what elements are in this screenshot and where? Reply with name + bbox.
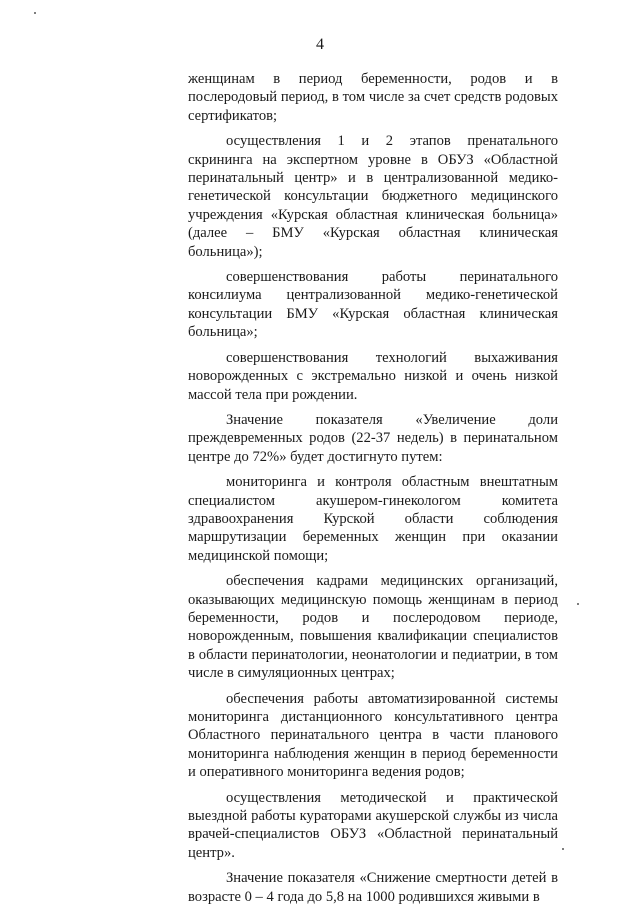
paragraph-prenatal-screening: осуществления 1 и 2 этапов пренатального скрининга на экспертном уровне в ОБУЗ «Областной перинатальный центр» и в централизованной медико-генетической консультации бюджетного медицинского учреждения «Курская областная клиническая больница» (далее – БМУ «Курская областная клиническая больница»); [188,133,558,260]
paragraph-perinatal-council: совершенствования работы перинатального консилиума централизованной медико-генетической консультации БМУ «Курская областная клиническая больница»; [188,269,558,341]
paragraph-continuation: женщинам в период беременности, родов и в послеродовый период, в том числе за счет средств родовых сертификатов; [188,71,558,124]
paragraph-monitoring-routing: мониторинга и контроля областным внештатным специалистом акушером-гинекологом комитета здравоохранения Курской области соблюдения маршрутизации беременных женщин при оказании медицинской помощи; [188,474,558,564]
paragraph-methodical-work: осуществления методической и практической выездной работы кураторами акушерской службы из числа врачей-специалистов ОБУЗ «Областной перинатальный центр». [188,789,558,861]
page-number: 4 [316,36,324,53]
paragraph-indicator-child-mortality: Значение показателя «Снижение смертности детей в возрасте 0 – 4 года до 5,8 на 1000 родившихся живыми в [188,870,558,905]
scan-speck [34,12,36,14]
paragraph-automated-system: обеспечения работы автоматизированной системы мониторинга дистанционного консультативного центра Областного перинатального центра в части планового мониторинга наблюдения женщин в период беременности и оперативного мониторинга ведения родов; [188,690,558,781]
scan-speck [562,848,564,850]
paragraph-staffing: обеспечения кадрами медицинских организаций, оказывающих медицинскую помощь женщинам в период беременности, родов и послеродовом периоде, новорожденным, повышения квалификации специалистов в области перинатологии, неонатологии и педиатрии, в том числе в симуляционных центрах; [188,573,558,682]
scan-speck [577,603,579,605]
paragraph-newborn-care: совершенствования технологий выхаживания новорожденных с экстремально низкой и очень низкой массой тела при рождении. [188,349,558,403]
paragraph-indicator-preterm: Значение показателя «Увеличение доли преждевременных родов (22-37 недель) в перинатальном центре до 72%» будет достигнуто путем: [188,411,558,465]
document-body [188,70,558,913]
